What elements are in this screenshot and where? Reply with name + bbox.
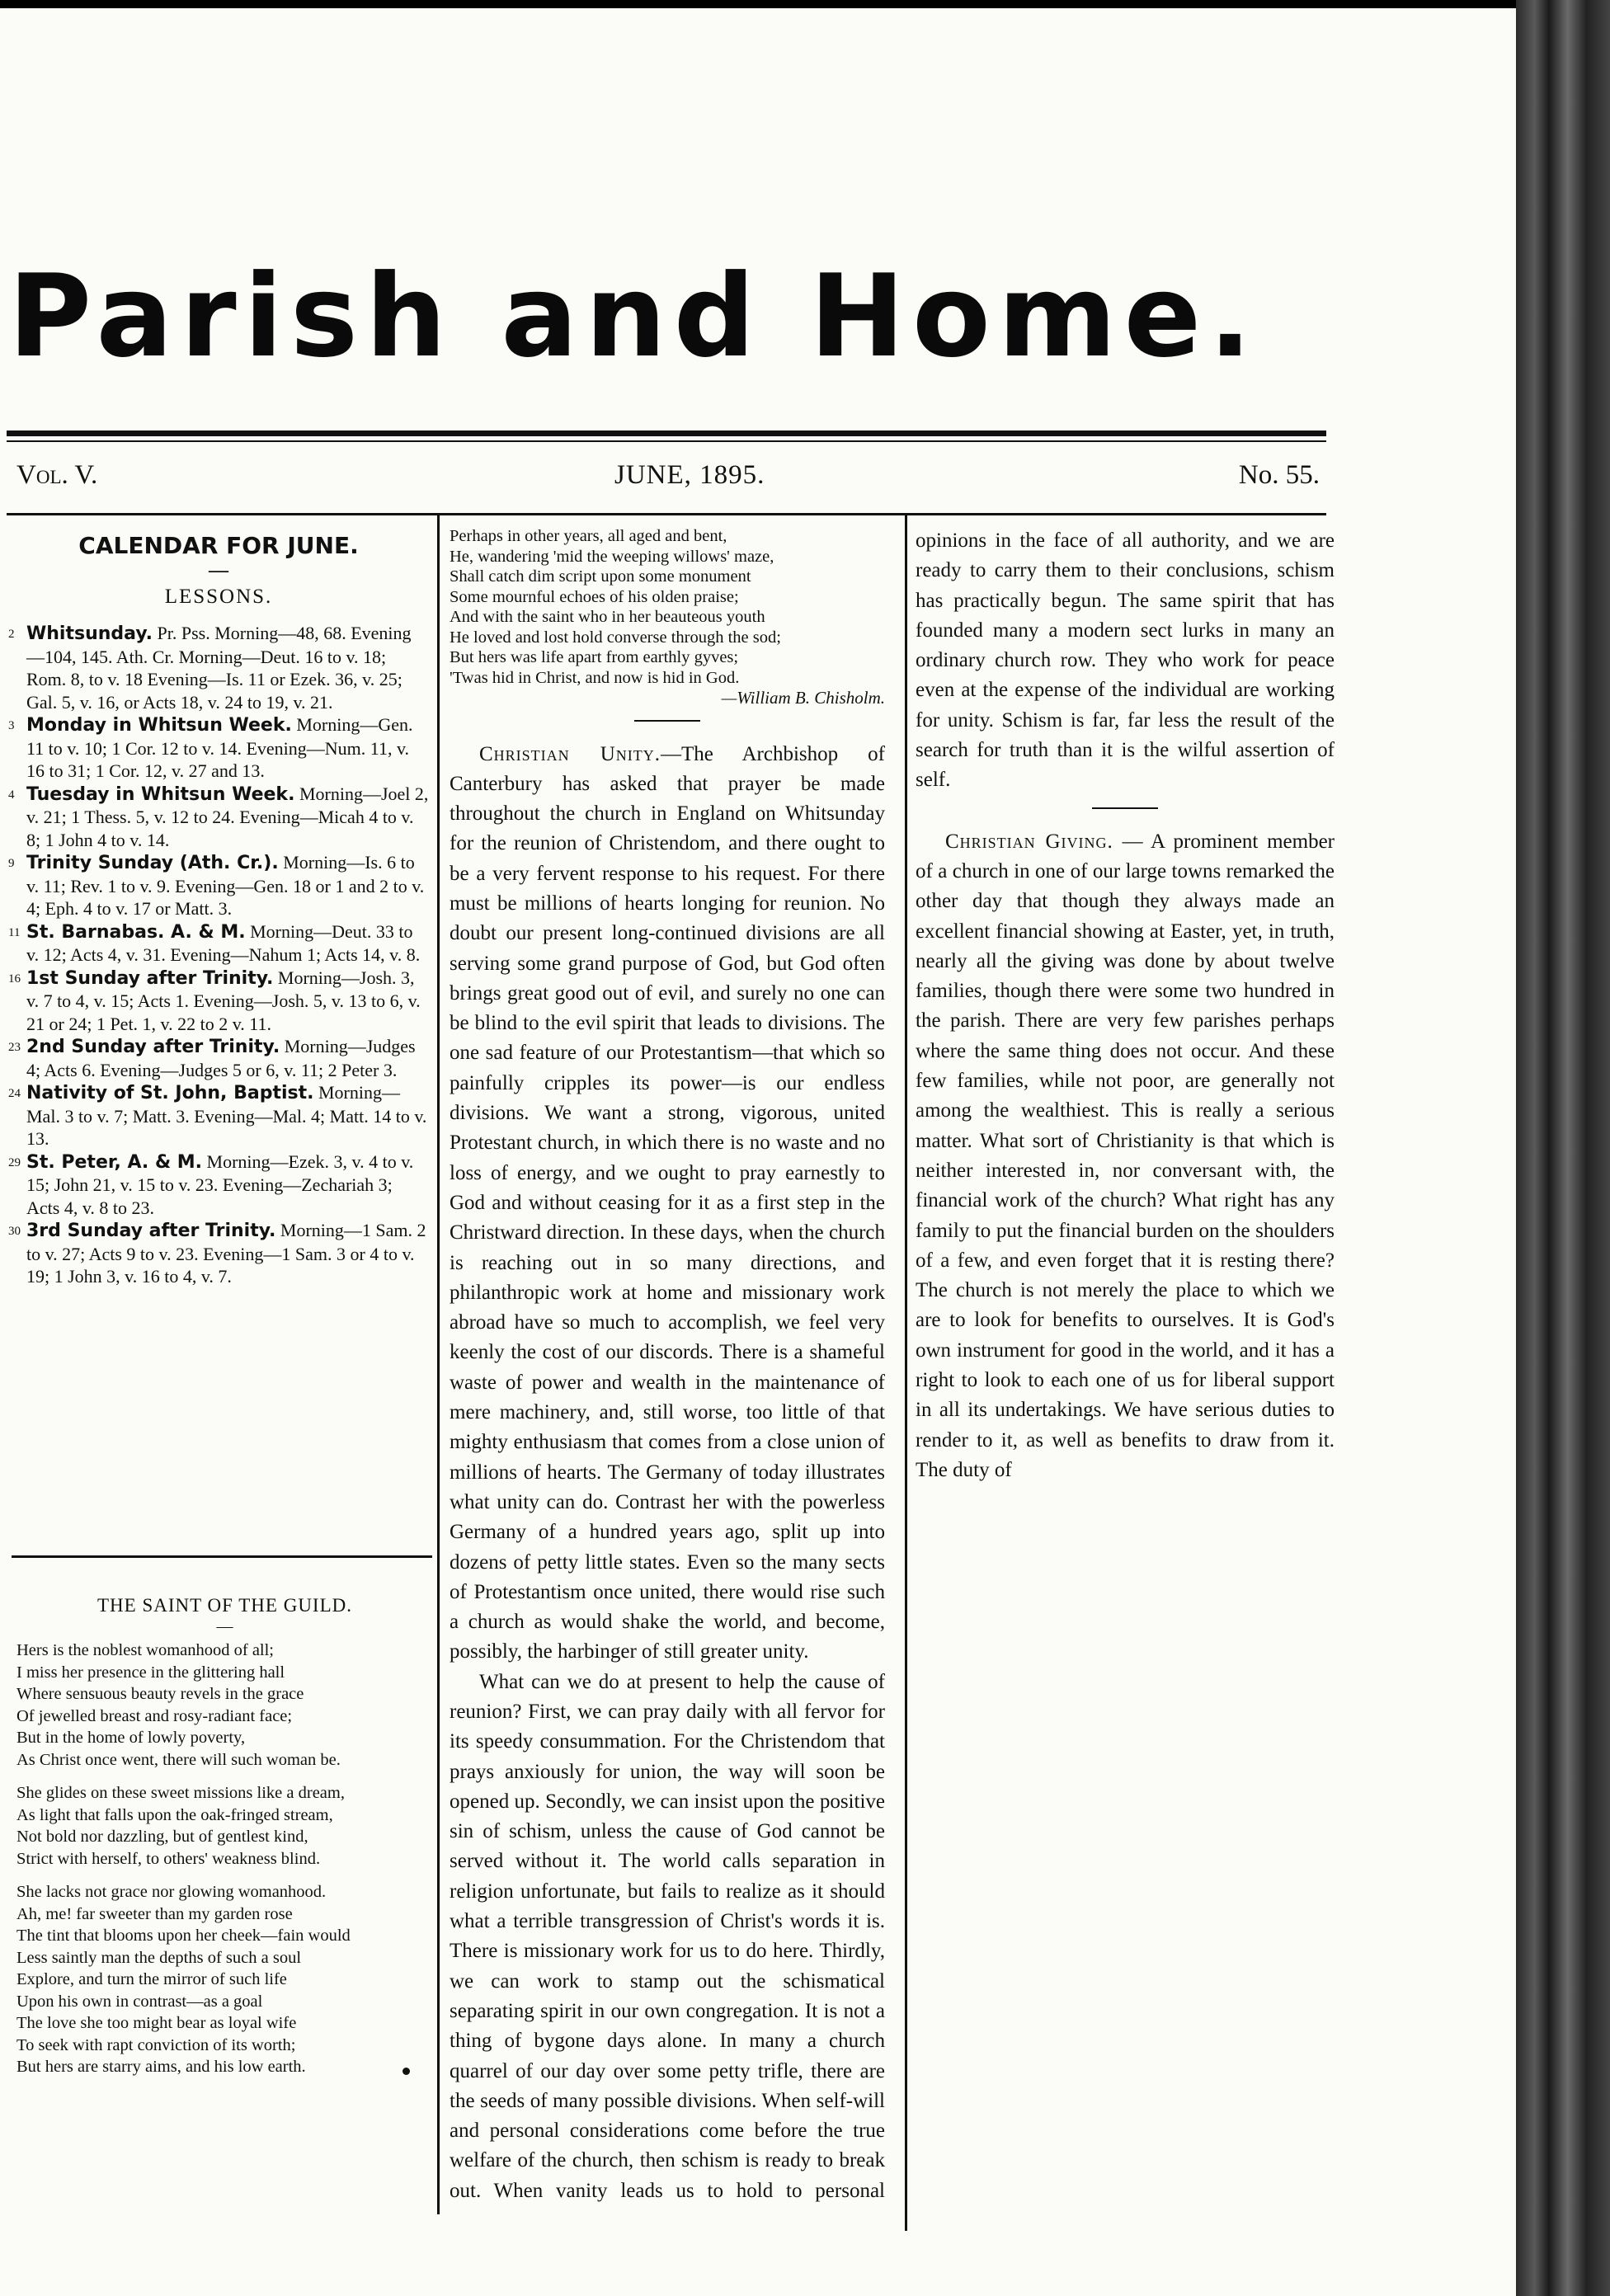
- poem-line: Shall catch dim script upon some monument: [450, 567, 751, 586]
- calendar-lessons: Morning—Josh. 3, v. 7 to 4, v. 15; Acts 1. Evening—Josh. 5, v. 13 to 6, v. 21 or 24; 1 Pet. 1, v. 22 to 2 v. 11.: [26, 967, 421, 1034]
- poem-line: Upon his own in contrast—as a goal: [16, 1992, 263, 2011]
- poem-line: But hers are starry aims, and his low earth.: [16, 2058, 306, 2076]
- poem-line: The love she too might bear as loyal wife: [16, 2014, 297, 2032]
- poem-line: Strict with herself, to others' weakness blind.: [16, 1849, 321, 1868]
- poem-stanza: [16, 1881, 433, 2078]
- masthead-rule: [7, 430, 1326, 436]
- poem-line: Of jewelled breast and rosy-radiant face;: [16, 1706, 293, 1725]
- calendar-feast: 2nd Sunday after Trinity.: [26, 1037, 280, 1057]
- calendar-lessons: Morning—1 Sam. 2 to v. 27; Acts 9 to v. 23. Evening—1 Sam. 3 or 4 to v. 19; 1 John 3, v. 16 to 4, v. 7.: [26, 1220, 426, 1287]
- poem-continuation: [450, 526, 885, 708]
- calendar-feast: 1st Sunday after Trinity.: [26, 967, 274, 989]
- article-lead: Christian Giving.: [945, 830, 1113, 853]
- masthead-title: Parish and Home.: [8, 250, 1259, 383]
- calendar-entry: [8, 1150, 429, 1220]
- poem-line: Perhaps in other years, all aged and bent,: [450, 527, 727, 545]
- poem-line: Where sensuous beauty revels in the grace: [16, 1685, 304, 1703]
- calendar-entry: [8, 851, 429, 920]
- calendar-entry: [8, 920, 429, 967]
- calendar-day: 16: [8, 972, 21, 986]
- article-text-continued: opinions in the face of all authority, and we are ready to carry them to their conclusions, schism has practically begun. The same spirit that has founded many a modern sect lurks in many an ordinary church row. They who work for peace even at the expense of the individual are working for unity. Schism is far, far less the result of the search for truth than it is the wilful assertion of self.: [916, 529, 1335, 792]
- dateline: [16, 460, 1320, 510]
- calendar-feast: Nativity of St. John, Baptist.: [26, 1083, 314, 1103]
- calendar-entry: [8, 967, 429, 1036]
- article-christian-unity: [450, 740, 885, 2207]
- calendar-lessons: Morning—Is. 6 to v. 11; Rev. 1 to v. 9. Evening—Gen. 18 or 1 and 2 to v. 4; Eph. 4 to v. 17 or Matt. 3.: [26, 852, 425, 919]
- article-text: — A prominent member of a church in one of our large towns remarked the other day that though they always made an excellent financial showing at Easter, yet, in truth, nearly all the giving was done by about twelve families, though there were some two hundred in the parish. There are very few parishes perhaps where the same thing does not occur. And these few families, while not poor, are generally not among the wealthiest. This is really a serious matter. What sort of Christianity is that which is neither interested in, nor conversant with, the financial work of the church? What right has any family to put the financial burden on the shoulders of a few, and even forget that it is resting there? The church is not merely the place to which we are to look for benefits to ourselves. It is God's own instrument for good in the world, and it has a right to look to each one of us for liberal support in all its undertakings. We have serious duties to render to it, as well as benefits to draw from it. The duty of: [916, 830, 1335, 1481]
- poem-line: Explore, and turn the mirror of such life: [16, 1970, 287, 1988]
- column-divider: [437, 515, 440, 2214]
- poem-line: I miss her presence in the glittering hall: [16, 1663, 285, 1682]
- column-3: [916, 526, 1335, 1485]
- calendar-entry: [8, 622, 429, 713]
- calendar-day: 24: [8, 1087, 21, 1100]
- dateline-rule: [7, 513, 1326, 515]
- poem-body: [16, 1640, 433, 2078]
- calendar-day: 9: [8, 857, 15, 870]
- calendar-feast: Trinity Sunday (Ath. Cr.).: [26, 853, 279, 873]
- article-lead: Christian Unity.: [479, 742, 661, 765]
- calendar-feast: St. Peter, A. & M.: [26, 1151, 203, 1173]
- poem-line: Hers is the noblest womanhood of all;: [16, 1641, 275, 1659]
- calendar-lessons: Morning—Joel 2, v. 21; 1 Thess. 5, v. 12 to 24. Evening—Micah 4 to v. 8; 1 John 4 to v. 14.: [26, 783, 429, 850]
- calendar-day: 30: [8, 1225, 21, 1238]
- volume-label: Vol. V.: [16, 460, 98, 490]
- poem-line: Some mournful echoes of his olden praise;: [450, 587, 739, 606]
- lessons-heading: LESSONS.: [164, 586, 273, 608]
- article-text: —The Archbishop of Canterbury has asked that prayer be made throughout the church in England on Whitsunday for the reunion of Christendom, and there ought to be a very fervent response to his request. For there must be millions of hearts longing for reunion. No doubt our present long-continued divisions are all serving some grand purpose of God, but God often brings great good out of evil, and surely no one can be blind to the evil spirit that leads to divisions. The one sad feature of our Protestantism—that which so painfully cripples its power—is our endless divisions. We want a strong, vigorous, united Protestant church, in which there is no waste and no loss of energy, and we ought to pray earnestly to God and without ceasing for it as a first step in the Christward direction. In these days, when the church is reaching out in so many directions, and philanthropic work at home and missionary work abroad have so much to accomplish, we feel very keenly the cost of our discords. There is a shameful waste of power and wealth in the maintenance of mere machinery, and, still worse, too little of that mighty enthusiasm that comes from a close union of millions of hearts. The Germany of today illustrates what unity can do. Contrast her with the powerless Germany of a hundred years ago, split up into dozens of petty little states. Even so the many sects of Protestantism once united, there would rise such a church as would shake the world, and become, possibly, the harbinger of still greater unity.: [450, 742, 885, 1663]
- calendar-lessons: Morning—Deut. 33 to v. 12; Acts 4, v. 31. Evening—Nahum 1; Acts 14, v. 8.: [26, 920, 421, 965]
- calendar-feast: Monday in Whitsun Week.: [26, 715, 292, 736]
- calendar-entry: [8, 1035, 429, 1081]
- binding-spine: [1516, 0, 1610, 2296]
- calendar-feast: St. Barnabas. A. & M.: [26, 921, 246, 943]
- poem-line: Less saintly man the depths of such a soul: [16, 1948, 302, 1967]
- calendar-feast: Tuesday in Whitsun Week.: [26, 783, 295, 805]
- calendar-entry: [8, 713, 429, 783]
- poem-title: THE SAINT OF THE GUILD.: [97, 1595, 352, 1616]
- poem-line: As light that falls upon the oak-fringed stream,: [16, 1805, 333, 1824]
- calendar-entry: [8, 783, 429, 852]
- poem-line: Not bold nor dazzling, but of gentlest kind,: [16, 1828, 308, 1846]
- stray-dot: [402, 2068, 410, 2075]
- calendar-list: [8, 622, 429, 1288]
- calendar-day: 4: [8, 788, 15, 802]
- issue-date: JUNE, 1895.: [614, 460, 765, 490]
- poem-line: She lacks not grace nor glowing womanhood.: [16, 1883, 327, 1901]
- calendar-day: 2: [8, 628, 15, 641]
- poem-stanza: [16, 1640, 433, 1771]
- poem-signature: —William B. Chisholm.: [721, 688, 885, 708]
- poem-line: He loved and lost hold converse through the sod;: [450, 628, 781, 647]
- poem-line: To seek with rapt conviction of its worth;: [16, 2035, 296, 2054]
- newspaper-page: [0, 8, 1516, 2296]
- poem-line: He, wandering 'mid the weeping willows' maze,: [450, 547, 774, 566]
- calendar-lessons: Morning—Judges 4; Acts 6. Evening—Judges 5 or 6, v. 11; 2 Peter 3.: [26, 1036, 416, 1080]
- poem-section: [16, 1595, 433, 2090]
- calendar-day: 11: [8, 925, 21, 939]
- calendar-lessons: Pr. Pss. Morning—48, 68. Evening—104, 145. Ath. Cr. Morning—Deut. 16 to v. 18; Rom. 8, to v. 18 Evening—Is. 11 or Ezek. 36, v. 25; Gal. 5, v. 16, or Acts 18, v. 24 to 19, v. 21.: [26, 623, 412, 713]
- calendar-entry: [8, 1219, 429, 1288]
- calendar-day: 23: [8, 1041, 21, 1054]
- poem-dash: —: [216, 1617, 233, 1635]
- column-1: [8, 532, 429, 1288]
- article-christian-giving: [916, 827, 1335, 1486]
- calendar-day: 3: [8, 719, 15, 732]
- issue-number: No. 55.: [1238, 460, 1320, 490]
- poem-line: 'Twas hid in Christ, and now is hid in God.: [450, 668, 740, 687]
- article-text: What can we do at present to help the cause of reunion? First, we can pray daily with all fervor for its speedy consummation. For the Christendom that prays anxiously for union, the way will soon be opened up. Secondly, we can insist upon the positive sin of schism, unless the cause of God cannot be served without it. The world calls separation in religion unfortunate, but fails to realize as it should what a terrible transgression of Christ's words it is. There is missionary work for us to do here. Thirdly, we can work to stamp out the schismatical separating spirit in our own congregation. It is not a thing of bygone days alone. In many a church quarrel of our day over some petty trifle, there are the seeds of many possible divisions. When self-will and personal considerations come before the true welfare of the church, then schism is ready to break out. When vanity leads us to hold to personal: [450, 1670, 885, 2202]
- masthead-rule-thin: [7, 440, 1326, 442]
- poem-line: But in the home of lowly poverty,: [16, 1729, 246, 1747]
- calendar-feast: Whitsunday.: [26, 623, 153, 644]
- calendar-lessons: Morning—Mal. 3 to v. 7; Matt. 3. Evening—Mal. 4; Matt. 14 to v. 13.: [26, 1082, 427, 1149]
- separator: [634, 720, 700, 722]
- poem-line: But hers was life apart from earthly gyves;: [450, 648, 739, 666]
- article-continuation: [916, 526, 1335, 1485]
- section-rule: [12, 1555, 432, 1558]
- calendar-dash: —: [209, 560, 228, 581]
- calendar-lessons: Morning—Gen. 11 to v. 10; 1 Cor. 12 to v. 14. Evening—Num. 11, v. 16 to 31; 1 Cor. 12, v. 27 and 13.: [26, 714, 413, 781]
- poem-line: As Christ once went, there will such woman be.: [16, 1750, 341, 1769]
- calendar-lessons: Morning—Ezek. 3, v. 4 to v. 15; John 21, v. 15 to v. 23. Evening—Zechariah 3; Acts 4, v. 8 to 23.: [26, 1150, 414, 1218]
- poem-line: Ah, me! far sweeter than my garden rose: [16, 1904, 293, 1923]
- calendar-feast: 3rd Sunday after Trinity.: [26, 1221, 276, 1241]
- calendar-day: 29: [8, 1155, 21, 1169]
- poem-stanza: [16, 1782, 433, 1870]
- poem-line: And with the saint who in her beauteous youth: [450, 608, 765, 626]
- column-divider: [905, 515, 907, 2231]
- calendar-heading: CALENDAR FOR JUNE.: [78, 532, 359, 559]
- column-2: [450, 526, 885, 2206]
- poem-line: She glides on these sweet missions like a dream,: [16, 1784, 345, 1802]
- separator: [1092, 807, 1158, 809]
- poem-line: The tint that blooms upon her cheek—fain would: [16, 1927, 351, 1945]
- calendar-entry: [8, 1081, 429, 1150]
